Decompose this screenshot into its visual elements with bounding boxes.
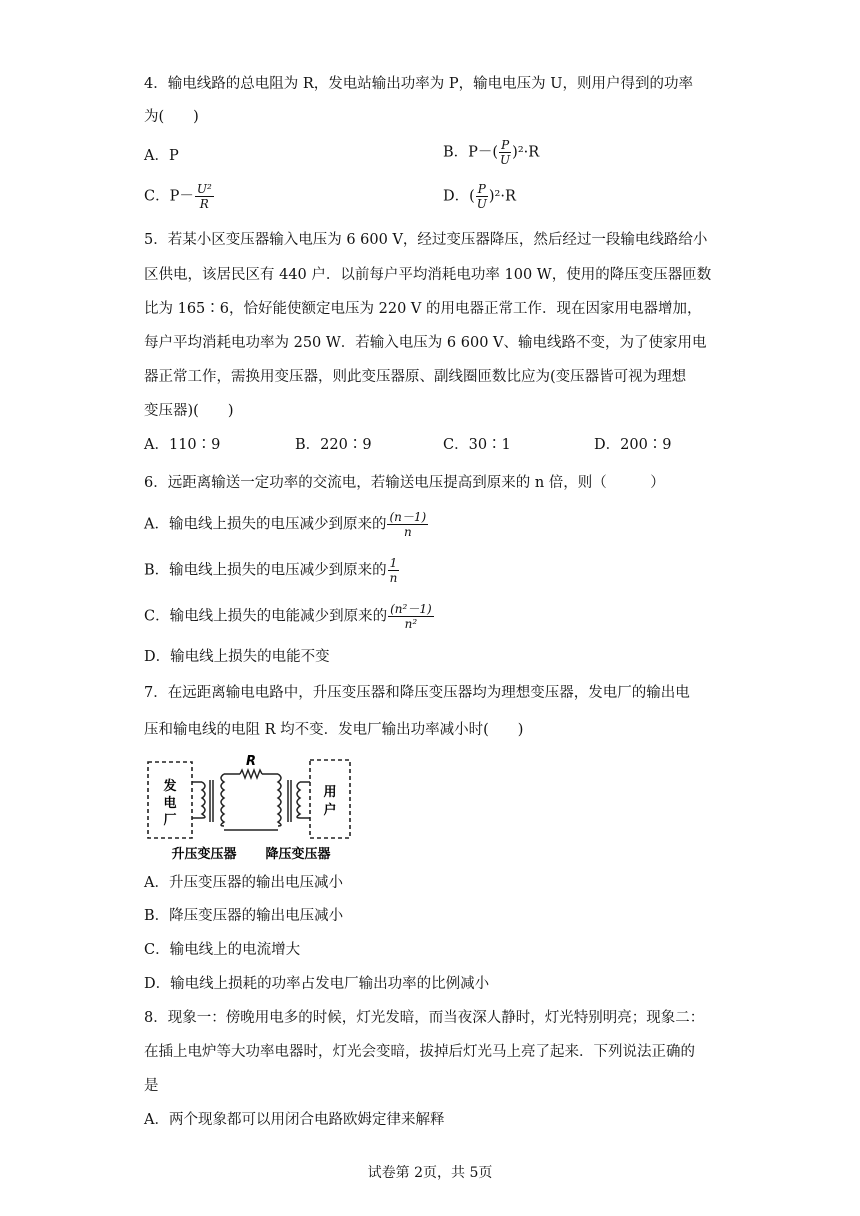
q5-line6: 变压器)( ) — [144, 403, 234, 419]
q7-option-d: D．输电线上损耗的功率占发电厂输出功率的比例减小 — [144, 976, 490, 992]
q8-line1: 8．现象一：傍晚用电多的时候，灯光发暗，而当夜深人静时，灯光特别明亮；现象二： — [144, 1010, 705, 1026]
page-footer: 试卷第 2页，共 5页 — [367, 1165, 493, 1181]
step-up-secondary-coil — [221, 774, 224, 826]
q8-option-a: A．两个现象都可以用闭合电路欧姆定律来解释 — [144, 1112, 445, 1128]
plant-label-2: 电 — [163, 796, 177, 811]
q7-option-b: B．降压变压器的输出电压减小 — [144, 908, 344, 924]
resistor — [240, 770, 262, 778]
q8-line2: 在插上电炉等大功率电器时，灯光会变暗，拔掉后灯光马上亮了起来．下列说法正确的 — [144, 1044, 695, 1060]
step-down-secondary-coil — [297, 782, 300, 818]
q8-line3: 是 — [144, 1078, 159, 1094]
q4-stem-line1: 4．输电线路的总电阻为 R，发电站输出功率为 P，输电电压为 U，则用户得到的功率 — [144, 76, 693, 92]
q5-option-a: A．110∶9 — [144, 437, 221, 453]
q6-option-c: C．输电线上损失的电能减少到原来的 $\frac{\text{(n²－1)}}{\text{n²}}$ — [144, 602, 432, 631]
q5-line3: 比为 165∶6，恰好能使额定电压为 220 V 的用电器正常工作．现在因家用电器增加， — [144, 301, 702, 317]
q6-stem: 6．远距离输送一定功率的交流电，若输送电压提高到原来的 n 倍，则（ ） — [144, 475, 665, 491]
q5-line5: 器正常工作，需换用变压器，则此变压器原、副线圈匝数比应为(变压器皆可视为理想 — [144, 369, 687, 385]
q5-line4: 每户平均消耗电功率为 250 W．若输入电压为 6 600 V、输电线路不变，为了使家用电 — [144, 335, 707, 351]
transmission-diagram — [144, 752, 356, 864]
q5-option-c: C．30∶1 — [443, 437, 511, 453]
plant-label-1: 发 — [163, 779, 177, 794]
q5-line2: 区供电，该居民区有 440 户．以前每户平均消耗电功率 100 W，使用的降压变压器匝数 — [144, 267, 712, 283]
q4-stem-line2: 为( ) — [144, 109, 199, 125]
step-down-caption: 降压变压器 — [265, 847, 331, 862]
step-up-primary-coil — [202, 782, 205, 818]
step-up-caption: 升压变压器 — [171, 847, 237, 862]
step-down-primary-coil — [278, 774, 281, 826]
q7-option-c: C．输电线上的电流增大 — [144, 942, 301, 958]
q4-option-b: B．P－( $\frac{P}{U}$ )²·R — [443, 138, 540, 167]
user-label-1: 用 — [323, 785, 337, 800]
q5-line1: 5．若某小区变压器输入电压为 6 600 V，经过变压器降压，然后经过一段输电线路给小 — [144, 232, 708, 248]
q5-option-b: B．220∶9 — [295, 437, 372, 453]
user-label-2: 户 — [323, 803, 337, 818]
q4-option-c: C．P－ $\frac{\text{U²}}{R}$ — [144, 182, 212, 211]
q5-option-d: D．200∶9 — [594, 437, 672, 453]
q6-option-d: D．输电线上损失的电能不变 — [144, 649, 330, 665]
resistor-label: R — [245, 754, 257, 769]
q4-option-d: D．( $\frac{P}{U}$ )²·R — [443, 182, 516, 211]
q7-line1: 7．在远距离输电电路中，升压变压器和降压变压器均为理想变压器，发电厂的输出电 — [144, 685, 690, 701]
plant-label-3: 厂 — [163, 813, 177, 828]
q4-option-a: A．P — [144, 148, 179, 164]
q6-option-b: B．输电线上损失的电压减少到原来的 $\frac{1}{n}$ — [144, 556, 398, 585]
q7-option-a: A．升压变压器的输出电压减小 — [144, 875, 343, 891]
q7-line2: 压和输电线的电阻 R 均不变．发电厂输出功率减小时( ) — [144, 722, 524, 738]
q6-option-a: A．输电线上损失的电压减少到原来的 $\frac{(n-1)}{n}$ — [144, 510, 427, 539]
